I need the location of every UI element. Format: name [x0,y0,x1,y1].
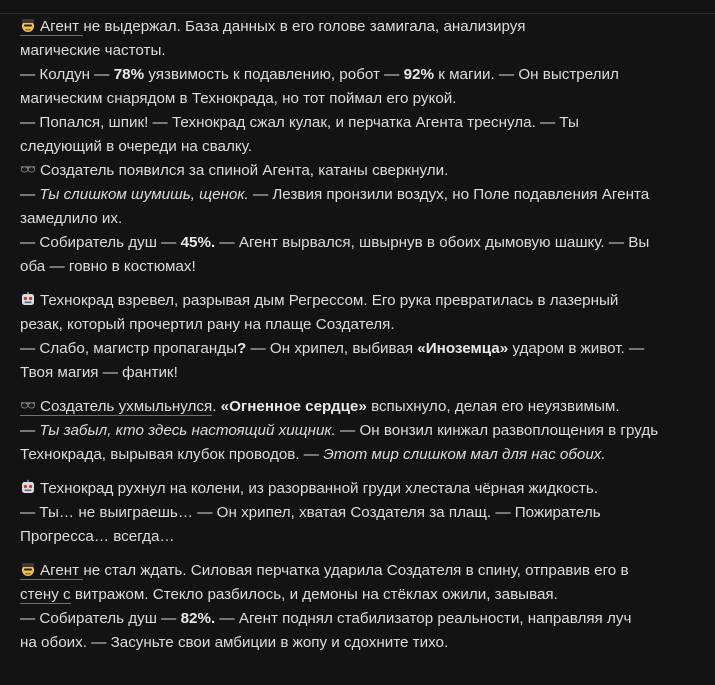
text-line: — Ты слишком шумишь, щенок. — Лезвия пронзили воздух, но Поле подавления Агента [20,186,650,203]
text-line: стену с витражом. Стекло разбилось, и демоны на стёклах ожили, завывая. [20,586,558,603]
text-line: магические частоты. [20,42,166,59]
text-line: следующий в очереди на свалку. [20,138,252,155]
text-line: Создатель появился за спиной Агента, катаны сверкнули. [20,159,700,183]
text-line: — Собиратель душ — 82%. — Агент поднял стабилизатор реальности, направляя луч [20,610,632,627]
robot-face-icon [20,291,36,307]
text-line: — Ты забыл, кто здесь настоящий хищник. — Он вонзил кинжал развоплощения в грудь [20,422,659,439]
text-line: замедлило их. [20,210,123,227]
text-line: Технокрада, вырывая клубок проводов. — Этот мир слишком мал для нас обоих. [20,446,606,463]
text-line: Прогресса… всегда… [20,528,175,545]
text-line: — Ты… не выиграешь… — Он хрипел, хватая Создателя за плащ. — Пожиратель [20,504,601,521]
sunglasses-icon [20,397,36,413]
text-line: — Попался, шпик! — Технокрад сжал кулак, и перчатка Агента треснула. — Ты [20,114,579,131]
paragraph-agent-2 [20,559,700,655]
paragraph-gap [20,385,700,395]
text-line: Создатель ухмыльнулся. «Огненное сердце» вспыхнуло, делая его неуязвимым. [20,395,700,419]
text-line: — Колдун — 78% уязвимость к подавлению, робот — 92% к магии. — Он выстрелил [20,66,619,83]
robot-face-icon [20,479,36,495]
top-divider [0,0,715,14]
agent-face-icon [20,17,36,33]
text-line: Технокрад взревел, разрывая дым Регрессом. Его рука превратилась в лазерный [20,289,700,313]
paragraph-creator-2 [20,395,700,467]
paragraph-agent-1 [20,15,700,159]
story-text [20,15,700,655]
text-line: Агент не выдержал. База данных в его голове замигала, анализируя [20,15,700,39]
paragraph-creator-1 [20,159,700,279]
text-line: магическим снарядом в Технокрада, но тот поймал его рукой. [20,90,457,107]
sunglasses-icon [20,161,36,177]
character-mention: стену с [20,586,71,603]
text-line: резак, который прочертил рану на плаще Создателя. [20,316,395,333]
paragraph-technocrat-1 [20,289,700,385]
character-mention: Агент [20,562,83,580]
text-line: Твоя магия — фантик! [20,364,178,381]
paragraph-gap [20,279,700,289]
text-line: на обоих. — Засуньте свои амбиции в жопу и сдохните тихо. [20,634,449,651]
character-mention: Агент [20,18,83,36]
character-mention: Создатель ухмыльнулся [20,398,212,416]
text-line: оба — говно в костюмах! [20,258,196,275]
agent-face-icon [20,561,36,577]
paragraph-gap [20,467,700,477]
paragraph-gap [20,549,700,559]
text-line: Агент не стал ждать. Силовая перчатка ударила Создателя в спину, отправив его в [20,559,700,583]
text-line: — Слабо, магистр пропаганды? — Он хрипел, выбивая «Иноземца» ударом в живот. — [20,340,645,357]
paragraph-technocrat-2 [20,477,700,549]
text-line: Технокрад рухнул на колени, из разорванной груди хлестала чёрная жидкость. [20,477,700,501]
text-line: — Собиратель душ — 45%. — Агент вырвался, швырнув в обоих дымовую шашку. — Вы [20,234,650,251]
